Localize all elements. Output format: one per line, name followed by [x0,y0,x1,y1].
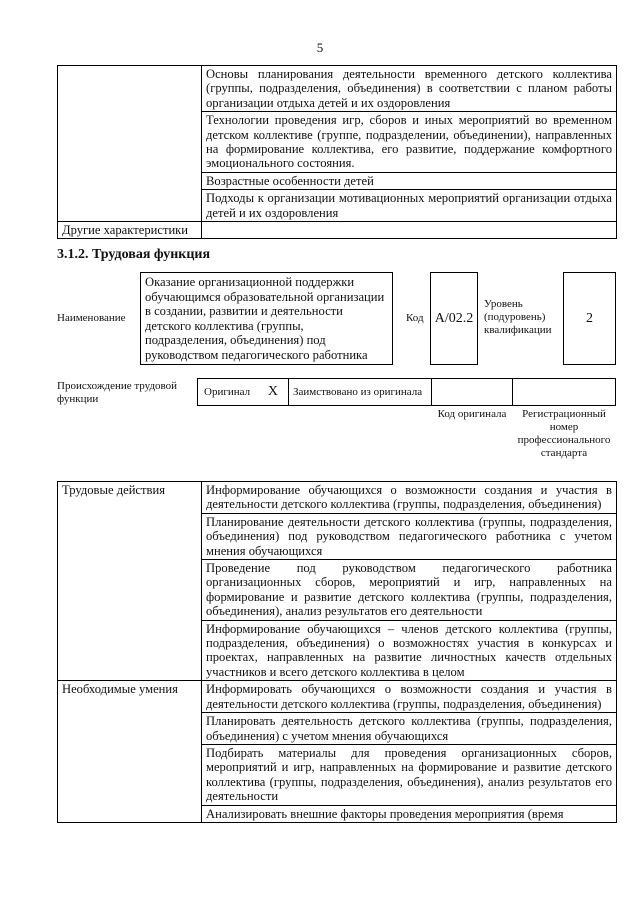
table-cell-text: Анализировать внешние факторы проведения мероприятия (время [202,805,617,822]
code-original-label: Код оригинала [437,408,507,420]
table-row [58,681,617,713]
origin-row [197,378,616,406]
table-row [58,172,617,189]
table-cell-label [58,190,202,222]
table-cell-label [58,744,202,805]
table-cell-label [58,560,202,621]
table-row [58,620,617,681]
table-row [58,482,617,514]
table-cell-text [202,222,617,239]
table-row [58,713,617,745]
table-cell-text: Информировать обучающихся о возможности создания и участия в деятельности детского коллектива (группы, подразделения, объединения) [202,681,617,713]
origin-original-cell [197,378,289,406]
table-row [58,560,617,621]
original-label: Оригинал [204,386,251,398]
table-cell-label: Необходимые умения [58,681,202,713]
section-heading: 3.1.2. Трудовая функция [57,247,211,262]
labor-actions-table [57,481,617,823]
table-cell-text: Информирование обучающихся о возможности создания и участия в деятельности детского коллектива (группы, подразделения, объединения) [202,482,617,514]
table-cell-text: Планирование деятельности детского коллектива (группы, подразделения, объединения) под руководством педагогического работника с учетом мнения обучающихся [202,513,617,559]
code-value: A/02.2 [430,272,478,365]
table-cell-text: Проведение под руководством педагогического работника организационных сборов, мероприятий и игр, направленных на формирование и развитие детского коллектива (группы, подразделения, объединения), анализ результатов его деятельности [202,560,617,621]
table-cell-text: Технологии проведения игр, сборов и иных мероприятий во временном детском коллективе (группе, подразделении, объединении), направленных на формирование коллектива, его развитие, поддержание комфортного эмоционального состояния. [202,112,617,173]
original-mark: X [267,384,278,399]
table-cell-text: Основы планирования деятельности временного детского коллектива (группы, подразделения, объединения) в соответствии с планом работы организации отдыха детей и их оздоровления [202,66,617,112]
origin-reg-cell [512,378,616,406]
table-row [58,66,617,112]
table-cell-label [58,620,202,681]
page-number: 5 [316,40,324,55]
table-row [58,112,617,173]
reg-number-label: Регистрационный номер профессионального стандарта [517,408,611,459]
origin-borrowed-cell [288,378,432,406]
borrowed-label: Заимствовано из оригинала [293,386,423,398]
table-row [58,513,617,559]
origin-code-cell [431,378,513,406]
table-cell-text: Информирование обучающихся – членов детского коллектива (группы, подразделения, объединения) о возможностях участия в конкурсах и проектах, направленных на развитие личностных качеств отдельных участников и всего детского коллектива в целом [202,620,617,681]
table-cell-text: Возрастные особенности детей [202,172,617,189]
labor-function-name: Оказание организационной поддержки обучающимся образовательной организации в создании, развитии и деятельности детского коллектива (группы, подразделения, объединения) под руководством педагогического работника [140,272,393,365]
table-cell-label: Другие характеристики [58,222,202,239]
table-cell-text: Планировать деятельность детского коллектива (группы, подразделения, объединения) с учетом мнения обучающихся [202,713,617,745]
table-cell-label [58,805,202,822]
knowledge-table [57,65,617,239]
table-cell-label [58,713,202,745]
table-row [58,805,617,822]
table-cell-label: Трудовые действия [58,482,202,514]
table-row [58,190,617,222]
code-label: Код [406,312,424,324]
level-label: Уровень (подуровень) квалификации [484,298,552,336]
table-cell-label [58,112,202,173]
table-cell-label [58,513,202,559]
level-value: 2 [563,272,616,365]
table-row [58,744,617,805]
name-label: Наименование [57,312,126,324]
table-cell-text: Подбирать материалы для проведения организационных сборов, мероприятий и игр, направленных на формирование и развитие детского коллектива (группы, подразделения, объединения), анализ результатов его деятельности [202,744,617,805]
table-row [58,222,617,239]
table-cell-label [58,172,202,189]
table-cell-label [58,66,202,112]
table-cell-text: Подходы к организации мотивационных мероприятий организации отдыха детей и их оздоровления [202,190,617,222]
origin-label: Происхождение трудовой функции [57,380,178,405]
